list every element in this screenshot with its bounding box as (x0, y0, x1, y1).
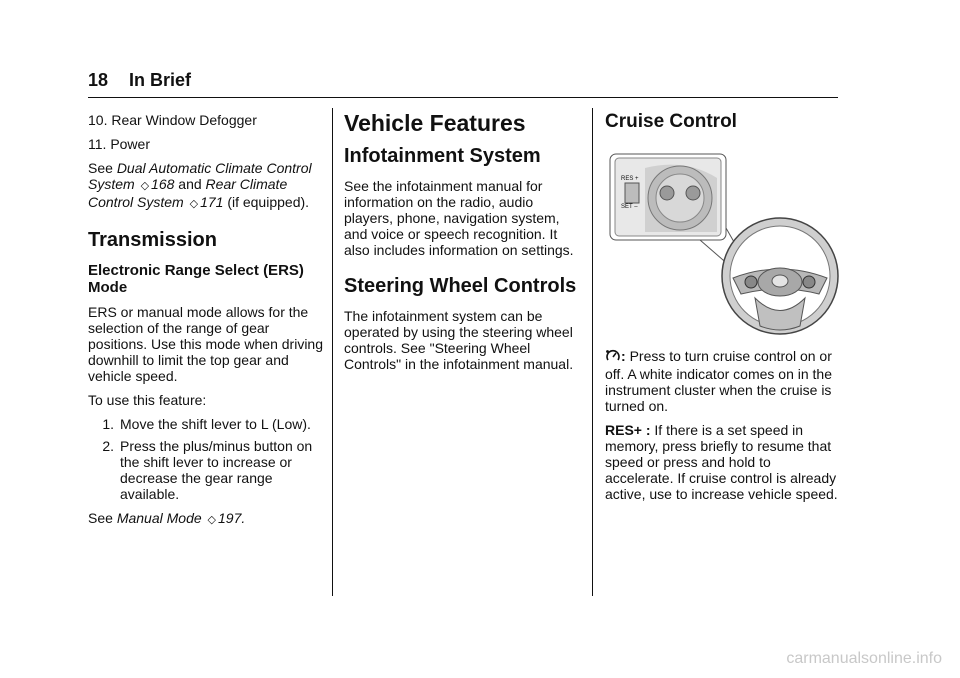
item-10: 10. Rear Window Defogger (88, 112, 257, 128)
cruise-onoff-paragraph (605, 348, 841, 414)
cruise-onoff-label: : (621, 348, 626, 364)
ref-197[interactable]: 197. (218, 510, 246, 526)
page-ref-icon: ◇ (140, 180, 150, 192)
steering-wheel-figure (605, 148, 839, 338)
vehicle-features-heading: Vehicle Features (344, 110, 526, 136)
swc-paragraph: The infotainment system can be operated by using the steering wheel controls. See "Steering Wheel Controls" in the infotainment manual. (344, 308, 574, 372)
page-ref-icon: ◇ (207, 514, 216, 526)
ers-heading: Electronic Range Select (ERS) Mode (88, 262, 304, 296)
header-rule (88, 97, 838, 98)
watermark: carmanualsonline.info (786, 650, 942, 667)
ref-171[interactable]: 171 (200, 194, 224, 210)
climate-link-1[interactable]: Dual Automatic Climate Control System (88, 160, 312, 192)
fig-set-label: SET – (621, 204, 638, 210)
list-item: 1. Move the shift lever to L (Low). (102, 416, 311, 432)
page-number: 18 (88, 70, 109, 90)
cruise-heading: Cruise Control (605, 111, 737, 132)
use-feature-text: To use this feature: (88, 392, 207, 408)
steering-wheel-illustration (605, 148, 839, 338)
section-title: In Brief (129, 70, 192, 90)
res-text: If there is a set speed in memory, press briefly to resume that speed or press and hold to accelerate. If cruise control is already active, use to increase vehicle speed. (605, 421, 838, 502)
page-header (88, 70, 191, 91)
column-2 (344, 110, 580, 380)
column-divider-2 (592, 108, 593, 596)
ref-168[interactable]: 168 (151, 176, 175, 192)
res-paragraph (605, 422, 841, 502)
list-item: 2. Press the plus/minus button on the shift lever to increase or decrease the gear range available. (102, 438, 313, 502)
page-ref-icon: ◇ (189, 198, 199, 210)
cruise-control-icon (605, 349, 621, 366)
steps-list (88, 416, 324, 502)
fig-res-label: RES + (621, 176, 639, 182)
res-label: RES+ : (605, 421, 651, 438)
column-3 (605, 110, 841, 510)
climate-link-2[interactable]: Rear Climate Control System (88, 176, 288, 210)
item-11: 11. Power (88, 136, 150, 152)
infotainment-heading: Infotainment System (344, 145, 541, 167)
infotainment-paragraph: See the infotainment manual for information on the radio, audio players, phone, navigation system, and voice or speech recognition. It also includes information on settings. (344, 178, 574, 258)
see-manual-mode: See Manual Mode ◇ 197. (88, 510, 246, 526)
cruise-onoff-text: Press to turn cruise control on or off. A white indicator comes on in the instrument cluster when the cruise is turned on. (605, 348, 832, 414)
column-1 (88, 112, 324, 536)
ers-paragraph: ERS or manual mode allows for the selection of the range of gear positions. Use this mode when driving downhill to limit the top gear and vehicle speed. (88, 304, 324, 384)
column-divider-1 (332, 108, 333, 596)
swc-heading: Steering Wheel Controls (344, 275, 577, 297)
see-climate-reference: See Dual Automatic Climate Control System ◇ 168 and Rear Climate Control System ◇ 171 (if equipped). (88, 160, 312, 210)
transmission-heading: Transmission (88, 229, 217, 251)
manual-mode-link[interactable]: Manual Mode (116, 510, 202, 526)
